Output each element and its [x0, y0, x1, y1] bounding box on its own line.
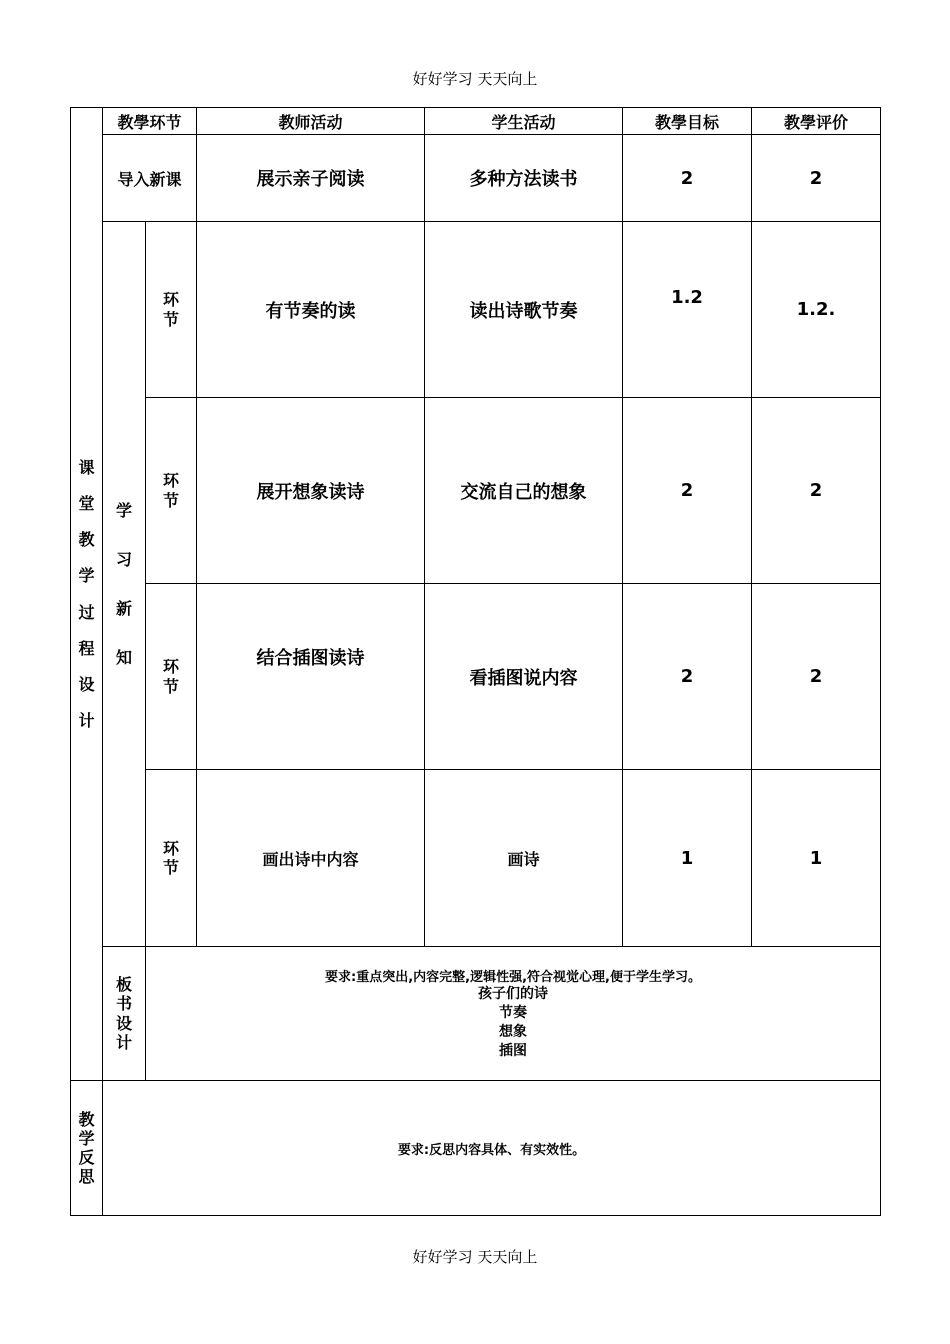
teaching-goal: 2 [623, 584, 752, 770]
intro-teacher: 展示亲子阅读 [197, 135, 425, 222]
student-activity: 交流自己的想象 [425, 398, 623, 584]
intro-eval: 2 [752, 135, 881, 222]
reflection-label: 教 学 反 思 [71, 1081, 103, 1216]
column-header-eval: 教學评价 [752, 108, 881, 135]
teaching-eval: 1.2. [752, 222, 881, 398]
step-label: 环 节 [146, 770, 197, 947]
student-activity: 画诗 [425, 770, 623, 947]
step-label: 环 节 [146, 584, 197, 770]
column-header-student: 学生活动 [425, 108, 623, 135]
teaching-goal: 2 [623, 398, 752, 584]
student-activity: 看插图说内容 [425, 584, 623, 770]
table-row [71, 584, 881, 770]
section-label-process: 课 堂 教 学 过 程 设 计 [71, 108, 103, 1081]
step-label: 环 节 [146, 398, 197, 584]
step-label: 环 节 [146, 222, 197, 398]
teacher-activity: 有节奏的读 [197, 222, 425, 398]
column-header-stage: 教學环节 [103, 108, 197, 135]
column-header-teacher: 教师活动 [197, 108, 425, 135]
teaching-goal: 1.2 [623, 222, 752, 398]
page-footer: 好好学习 天天向上 [412, 1248, 538, 1266]
board-design-content [146, 947, 881, 1081]
teaching-eval: 2 [752, 398, 881, 584]
teaching-eval: 1 [752, 770, 881, 947]
column-header-goal: 教學目标 [623, 108, 752, 135]
teacher-activity: 结合插图读诗 [197, 584, 425, 770]
teaching-goal: 1 [623, 770, 752, 947]
student-activity: 读出诗歌节奏 [425, 222, 623, 398]
intro-goal: 2 [623, 135, 752, 222]
learn-new-label: 学 习 新 知 [103, 222, 146, 947]
teacher-activity: 画出诗中内容 [197, 770, 425, 947]
teaching-eval: 2 [752, 584, 881, 770]
lesson-plan-table [70, 107, 881, 1216]
reflection-content [103, 1081, 881, 1216]
board-outline: 孩子们的诗 节奏 想象 插图 [478, 986, 548, 1059]
table-row [71, 398, 881, 584]
intro-student: 多种方法读书 [425, 135, 623, 222]
board-design-row [71, 947, 881, 1081]
table-row-intro [71, 135, 881, 222]
board-design-label: 板 书 设 计 [103, 947, 146, 1081]
page-header: 好好学习 天天向上 [412, 70, 538, 88]
table-row [71, 222, 881, 398]
teacher-activity: 展开想象读诗 [197, 398, 425, 584]
reflection-row [71, 1081, 881, 1216]
table-row [71, 770, 881, 947]
intro-stage: 导入新课 [103, 135, 197, 222]
board-requirement: 要求:重点突出,内容完整,逻辑性强,符合视觉心理,便于学生学习。 [325, 970, 701, 985]
reflection-requirement: 要求:反思内容具体、有实效性。 [397, 1142, 586, 1158]
